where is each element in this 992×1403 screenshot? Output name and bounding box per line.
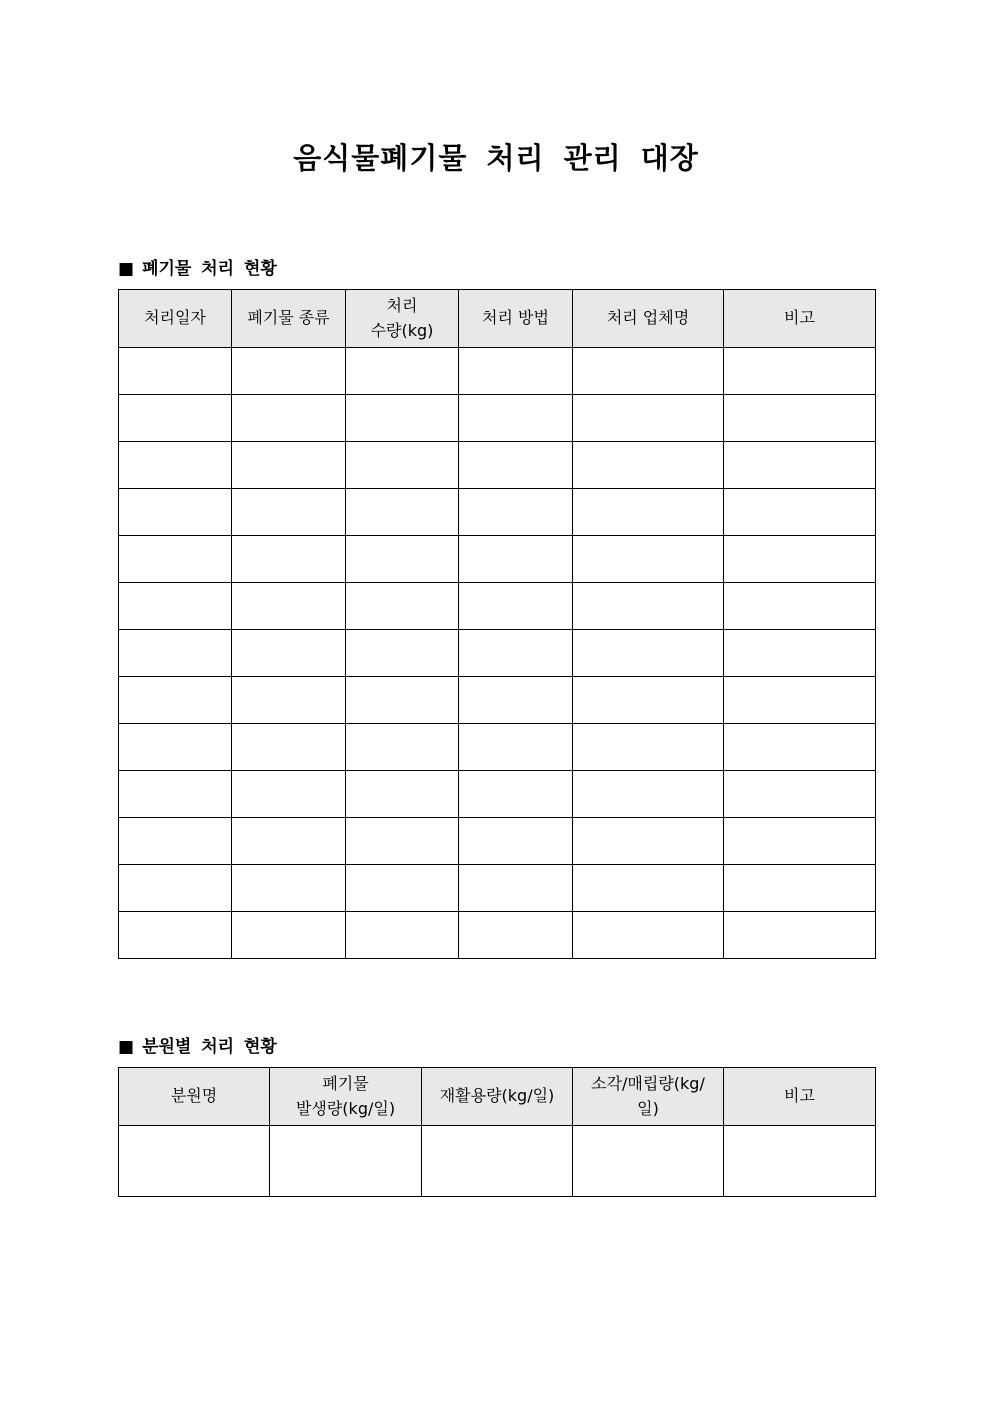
processing-table-cell[interactable]	[459, 865, 573, 912]
processing-table-cell[interactable]	[459, 536, 573, 583]
processing-column-header-line: 처리일자	[144, 308, 206, 328]
processing-table-cell[interactable]	[346, 677, 459, 724]
processing-table-cell[interactable]	[119, 348, 232, 395]
processing-table-cell[interactable]	[573, 583, 724, 630]
processing-table-cell[interactable]	[573, 630, 724, 677]
processing-table-cell[interactable]	[459, 442, 573, 489]
processing-column-header-line: 처리 업체명	[606, 308, 690, 328]
processing-table-cell[interactable]	[232, 536, 346, 583]
processing-table-cell[interactable]	[573, 489, 724, 536]
processing-table-cell[interactable]	[232, 771, 346, 818]
processing-table-cell[interactable]	[346, 912, 459, 959]
processing-table-cell[interactable]	[724, 677, 876, 724]
source-column-header	[573, 1068, 724, 1126]
processing-table-cell[interactable]	[346, 724, 459, 771]
processing-table-cell[interactable]	[724, 489, 876, 536]
source-table-cell[interactable]	[724, 1126, 876, 1197]
section-heading-by-source-label: 분원별 처리 현황	[142, 1037, 277, 1057]
processing-column-header-line: 비고	[784, 308, 815, 328]
processing-column-header	[724, 290, 876, 348]
section-heading-processing-label: 폐기물 처리 현황	[142, 259, 277, 279]
processing-table-cell[interactable]	[573, 724, 724, 771]
processing-table-cell[interactable]	[232, 583, 346, 630]
source-table-body	[119, 1126, 876, 1197]
processing-table-cell[interactable]	[346, 395, 459, 442]
processing-table-cell[interactable]	[119, 442, 232, 489]
source-column-header-line: 일)	[637, 1098, 659, 1118]
processing-table-row	[119, 865, 876, 912]
processing-table-cell[interactable]	[232, 630, 346, 677]
processing-table-cell[interactable]	[573, 442, 724, 489]
processing-table-cell[interactable]	[119, 489, 232, 536]
processing-table	[118, 289, 876, 959]
processing-table-cell[interactable]	[232, 395, 346, 442]
processing-table-cell[interactable]	[459, 724, 573, 771]
processing-table-cell[interactable]	[119, 395, 232, 442]
processing-table-row	[119, 724, 876, 771]
processing-table-row	[119, 442, 876, 489]
source-table-cell[interactable]	[573, 1126, 724, 1197]
processing-table-cell[interactable]	[346, 583, 459, 630]
source-table	[118, 1067, 876, 1197]
processing-column-header	[346, 290, 459, 348]
processing-table-cell[interactable]	[459, 677, 573, 724]
processing-table-body	[119, 348, 876, 959]
processing-table-cell[interactable]	[346, 489, 459, 536]
processing-table-cell[interactable]	[724, 818, 876, 865]
processing-table-row	[119, 489, 876, 536]
processing-table-cell[interactable]	[346, 536, 459, 583]
processing-table-cell[interactable]	[232, 348, 346, 395]
processing-table-cell[interactable]	[459, 630, 573, 677]
processing-table-cell[interactable]	[232, 489, 346, 536]
source-column-header-line: 분원명	[170, 1086, 218, 1106]
processing-table-cell[interactable]	[724, 912, 876, 959]
processing-table-cell[interactable]	[346, 865, 459, 912]
processing-table-row	[119, 583, 876, 630]
source-column-header-line: 비고	[784, 1086, 815, 1106]
processing-table-cell[interactable]	[573, 536, 724, 583]
processing-table-cell[interactable]	[119, 536, 232, 583]
processing-table-cell[interactable]	[724, 442, 876, 489]
processing-table-cell[interactable]	[573, 677, 724, 724]
processing-table-cell[interactable]	[232, 442, 346, 489]
processing-table-cell[interactable]	[459, 348, 573, 395]
processing-table-cell[interactable]	[573, 771, 724, 818]
source-table-cell[interactable]	[119, 1126, 270, 1197]
processing-table-cell[interactable]	[573, 348, 724, 395]
square-bullet-icon: ■	[118, 1037, 135, 1057]
processing-table-cell[interactable]	[232, 818, 346, 865]
page-title: 음식물폐기물 처리 관리 대장	[293, 141, 699, 175]
source-column-header	[724, 1068, 876, 1126]
processing-table-row	[119, 630, 876, 677]
source-table-row	[119, 1126, 876, 1197]
processing-table-cell[interactable]	[724, 724, 876, 771]
processing-table-cell[interactable]	[346, 818, 459, 865]
source-table-cell[interactable]	[270, 1126, 422, 1197]
processing-column-header-line: 폐기물 종류	[247, 308, 330, 328]
section-heading-by-source	[118, 1032, 277, 1057]
processing-table-header-row	[119, 290, 876, 348]
processing-table-cell[interactable]	[724, 865, 876, 912]
processing-table-cell[interactable]	[119, 771, 232, 818]
source-column-header	[422, 1068, 573, 1126]
source-column-header-line: 재활용량(kg/일)	[439, 1086, 555, 1106]
processing-table-row	[119, 536, 876, 583]
processing-column-header-line: 처리 방법	[482, 308, 549, 328]
processing-table-row	[119, 395, 876, 442]
processing-table-cell[interactable]	[459, 818, 573, 865]
processing-table-cell[interactable]	[724, 536, 876, 583]
square-bullet-icon: ■	[118, 259, 135, 279]
processing-table-row	[119, 912, 876, 959]
processing-table-row	[119, 771, 876, 818]
processing-table-row	[119, 677, 876, 724]
processing-table-cell[interactable]	[459, 395, 573, 442]
processing-column-header	[573, 290, 724, 348]
processing-table-cell[interactable]	[346, 630, 459, 677]
processing-table-row	[119, 348, 876, 395]
source-column-header-line: 폐기물	[322, 1073, 369, 1093]
processing-column-header-line: 처리	[386, 295, 418, 315]
processing-table-cell[interactable]	[573, 395, 724, 442]
processing-table-cell[interactable]	[459, 583, 573, 630]
source-table-cell[interactable]	[422, 1126, 573, 1197]
processing-table-cell[interactable]	[459, 489, 573, 536]
source-table-header-row	[119, 1068, 876, 1126]
processing-column-header-line: 수량(kg)	[370, 320, 434, 340]
processing-table-cell[interactable]	[119, 724, 232, 771]
processing-table-cell[interactable]	[724, 630, 876, 677]
processing-table-cell[interactable]	[724, 395, 876, 442]
processing-table-row	[119, 818, 876, 865]
processing-table-cell[interactable]	[232, 677, 346, 724]
processing-table-cell[interactable]	[119, 630, 232, 677]
section-heading-processing	[118, 254, 277, 279]
source-column-header	[119, 1068, 270, 1126]
processing-table-cell[interactable]	[573, 818, 724, 865]
processing-column-header	[119, 290, 232, 348]
source-column-header	[270, 1068, 422, 1126]
processing-column-header	[232, 290, 346, 348]
processing-table-cell[interactable]	[119, 818, 232, 865]
processing-table-cell[interactable]	[232, 865, 346, 912]
processing-table-cell[interactable]	[573, 865, 724, 912]
processing-table-cell[interactable]	[346, 771, 459, 818]
processing-table-cell[interactable]	[724, 583, 876, 630]
processing-table-cell[interactable]	[724, 771, 876, 818]
processing-table-cell[interactable]	[119, 865, 232, 912]
processing-table-cell[interactable]	[459, 771, 573, 818]
processing-table-cell[interactable]	[724, 348, 876, 395]
source-column-header-line: 발생량(kg/일)	[295, 1098, 396, 1118]
processing-table-cell[interactable]	[573, 912, 724, 959]
processing-table-cell[interactable]	[119, 677, 232, 724]
processing-table-cell[interactable]	[232, 724, 346, 771]
processing-table-cell[interactable]	[459, 912, 573, 959]
processing-column-header	[459, 290, 573, 348]
source-column-header-line: 소각/매립량(kg/	[591, 1073, 705, 1093]
processing-table-cell[interactable]	[346, 348, 459, 395]
processing-table-cell[interactable]	[119, 583, 232, 630]
processing-table-cell[interactable]	[119, 912, 232, 959]
processing-table-cell[interactable]	[346, 442, 459, 489]
processing-table-cell[interactable]	[232, 912, 346, 959]
